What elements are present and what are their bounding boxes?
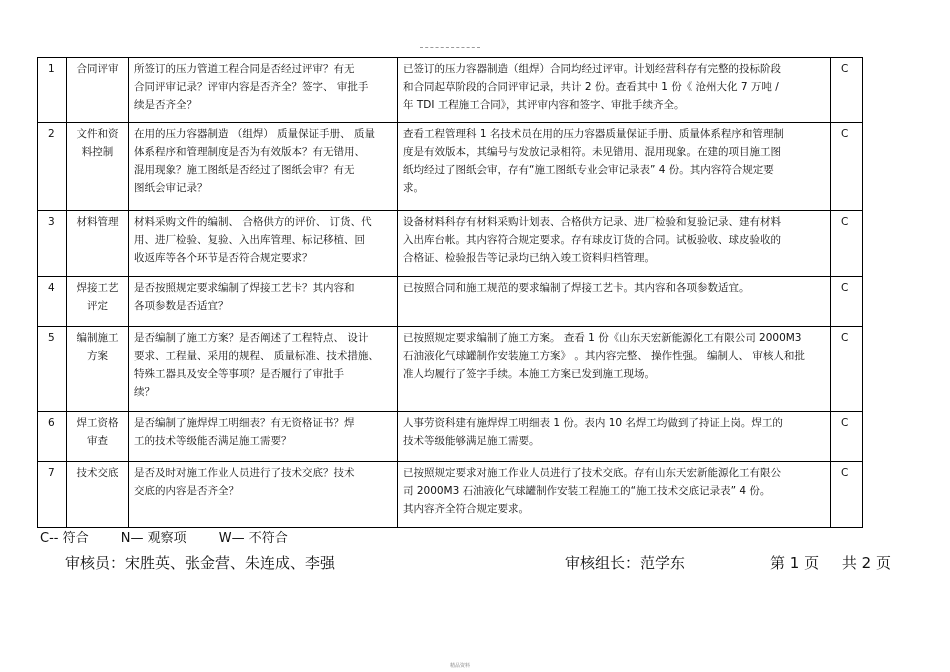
audit-team-leader: 审核组长：范学东 bbox=[565, 554, 686, 572]
audit-finding: 已按照合同和施工规范的要求编制了焊接工艺卡。其内容和各项参数适宜。 bbox=[398, 277, 831, 327]
legend-nonconform: W— 不符合 bbox=[218, 531, 288, 546]
table-row bbox=[38, 211, 863, 277]
audit-item: 合同评审 bbox=[67, 58, 129, 123]
row-number: 1 bbox=[38, 58, 67, 123]
row-number: 5 bbox=[38, 327, 67, 412]
row-number: 2 bbox=[38, 123, 67, 211]
audit-finding: 已按照规定要求编制了施工方案。 查看 1 份《山东天宏新能源化工有限公司 2000M3 石油液化气球罐制作安装施工方案》 。其内容完整、 操作性强。 编制人、 审核人和批 准人均履行了签字手续。本施工方案已发到施工现场。 bbox=[398, 327, 831, 412]
row-number: 4 bbox=[38, 277, 67, 327]
legend-conform: C-- 符合 bbox=[40, 531, 89, 546]
audit-item: 材料管理 bbox=[67, 211, 129, 277]
row-number: 7 bbox=[38, 462, 67, 528]
audit-result: C bbox=[831, 462, 863, 528]
audit-finding: 人事劳资科建有施焊焊工明细表 1 份。表内 10 名焊工均做到了持证上岗。焊工的 技术等级能够满足施工需要。 bbox=[398, 412, 831, 462]
audit-question: 是否及时对施工作业人员进行了技术交底？技术 交底的内容是否齐全？ bbox=[129, 462, 398, 528]
audit-question: 是否编制了施工方案？是否阐述了工程特点、 设计 要求、工程量、采用的规程、 质量标准、技术措施、 特殊工器具及安全等事项？是否履行了审批手 续？ bbox=[129, 327, 398, 412]
audit-item: 焊工资格审查 bbox=[67, 412, 129, 462]
audit-result: C bbox=[831, 277, 863, 327]
audit-question: 在用的压力容器制造 （组焊） 质量保证手册、 质量 体系程序和管理制度是否为有效版本？有无错用、 混用现象？施工图纸是否经过了图纸会审？有无 图纸会审记录？ bbox=[129, 123, 398, 211]
page-number: 第 1 页 bbox=[770, 554, 820, 572]
top-dashed-line bbox=[420, 47, 480, 48]
audit-table bbox=[37, 57, 863, 528]
audit-question: 是否按照规定要求编制了焊接工艺卡？其内容和 各项参数是否适宜？ bbox=[129, 277, 398, 327]
page-total: 共 2 页 bbox=[841, 554, 891, 572]
table-row bbox=[38, 327, 863, 412]
audit-result: C bbox=[831, 412, 863, 462]
table-row bbox=[38, 123, 863, 211]
audit-result: C bbox=[831, 327, 863, 412]
audit-question: 所签订的压力管道工程合同是否经过评审？有无 合同评审记录？评审内容是否齐全？签字、 审批手 续是否齐全？ bbox=[129, 58, 398, 123]
row-number: 3 bbox=[38, 211, 67, 277]
audit-question: 是否编制了施焊焊工明细表？有无资格证书？焊 工的技术等级能否满足施工需要？ bbox=[129, 412, 398, 462]
legend-observation: N— 观察项 bbox=[120, 531, 187, 546]
table-row bbox=[38, 462, 863, 528]
audit-finding: 设备材料科存有材料采购计划表、合格供方记录、进厂检验和复验记录、建有材料 入出库台帐。其内容符合规定要求。存有球皮订货的合同。试板验收、球皮验收的 合格证、检验报告等记录均已纳入竣工资料归档管理。 bbox=[398, 211, 831, 277]
audit-item: 焊接工艺评定 bbox=[67, 277, 129, 327]
watermark: 精品资料 bbox=[450, 663, 471, 669]
audit-question: 材料采购文件的编制、 合格供方的评价、 订货、代 用、进厂检验、复验、入出库管理、标记移植、回 收返库等各个环节是否符合规定要求？ bbox=[129, 211, 398, 277]
row-number: 6 bbox=[38, 412, 67, 462]
audit-item: 技术交底 bbox=[67, 462, 129, 528]
legend bbox=[40, 527, 316, 546]
audit-finding: 已按照规定要求对施工作业人员进行了技术交底。存有山东天宏新能源化工有限公 司 2000M3 石油液化气球罐制作安装工程施工的“施工技术交底记录表” 4 份。 其内容齐全符合规定要求。 bbox=[398, 462, 831, 528]
table-row bbox=[38, 58, 863, 123]
audit-result: C bbox=[831, 211, 863, 277]
auditors: 审核员：宋胜英、张金营、朱连成、李强 bbox=[65, 554, 336, 572]
audit-finding: 查看工程管理科 1 名技术员在用的压力容器质量保证手册、质量体系程序和管理制 度是有效版本，其编号与发放记录相符。未见错用、混用现象。在建的项目施工图 纸均经过了图纸会审，存有“施工图纸专业会审记录表” 4 份。其内容符合规定要 求。 bbox=[398, 123, 831, 211]
audit-item: 文件和资料控制 bbox=[67, 123, 129, 211]
audit-finding: 已签订的压力容器制造（组焊）合同均经过评审。计划经营科存有完整的投标阶段 和合同起草阶段的合同评审记录，共计 2 份。查看其中 1 份《 沧州大化 7 万吨 / 年 TDI 工程施工合同》，其评审内容和签字、审批手续齐全。 bbox=[398, 58, 831, 123]
table-row bbox=[38, 277, 863, 327]
audit-item: 编制施工方案 bbox=[67, 327, 129, 412]
audit-result: C bbox=[831, 58, 863, 123]
table-row bbox=[38, 412, 863, 462]
page-indicator bbox=[770, 552, 909, 573]
audit-result: C bbox=[831, 123, 863, 211]
